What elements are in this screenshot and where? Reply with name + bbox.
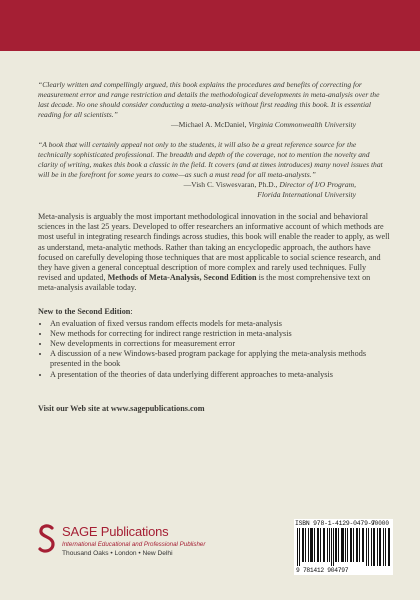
list-item: • New methods for correcting for indirect range restriction in meta-analysis <box>50 329 390 339</box>
isbn-barcode <box>294 519 393 575</box>
publisher-cities: Thousand Oaks • London • New Delhi <box>62 550 173 557</box>
review-attribution-2 <box>38 180 356 190</box>
review-quote-1: “Clearly written and compellingly argued, this book explains the procedures and benefits of correcting for measurement error and range restriction and details the methodological developments in meta-analysis over the last decade. No one should consider conducting a meta-analysis without first reading this book. It is essential reading for all scientists.” <box>38 80 380 119</box>
reviewer-role: Director of I/O Program, <box>279 180 356 189</box>
new-edition-heading: New to the Second Edition: <box>38 306 133 316</box>
sage-s-icon <box>38 524 56 554</box>
list-item: • New developments in corrections for measurement error <box>50 339 390 349</box>
reviewer-affiliation: Virginia Commonwealth University <box>248 120 356 129</box>
publisher-name: SAGE Publications <box>62 524 169 539</box>
addon-barcode-bars <box>371 528 391 566</box>
book-description <box>38 212 390 294</box>
website-link[interactable]: Visit our Web site at www.sagepublications.com <box>38 403 205 413</box>
description-text: Meta-analysis is arguably the most important methodological innovation in the social and behavioral sciences in the last 25 years. Developed to offer researchers an informative account of which methods are most useful in integrating research findings across studies, this book will enable the reader to apply, as well as understand, meta-analytic methods. Rather than taking an encyclopedic approach, the authors have focused on carefully developing those techniques that are most applicable to social science research, and they have given a general conceptual description of more complex and rarely used techniques. Fully revised and updated, <box>38 212 390 283</box>
barcode-bars <box>297 528 369 566</box>
review-attribution-2-affiliation <box>38 190 356 200</box>
description-text-end: is the most comprehensive text on meta-analysis available today. <box>38 273 371 293</box>
list-item: • A presentation of the theories of data underlying different approaches to meta-analysis <box>50 370 390 380</box>
book-title: Methods of Meta-Analysis, Second Edition <box>107 273 257 283</box>
review-attribution-1 <box>38 120 356 130</box>
price-code: 90000 <box>371 520 390 527</box>
reviewer-affiliation: Florida International University <box>257 190 356 199</box>
reviewer-name: —Michael A. McDaniel, <box>171 120 249 129</box>
publisher-logo <box>38 524 238 574</box>
top-color-band <box>0 0 420 51</box>
isbn-number: ISBN 978-1-4129-0479-7 <box>295 520 375 527</box>
list-item: • A discussion of a new Windows-based program package for applying the meta-analysis methods presented in the book <box>50 349 390 369</box>
review-quote-2: “A book that will certainly appeal not only to the students, it will also be a great reference source for the technically sophisticated professional. The breadth and depth of the coverage, not to mention the novelty and clarity of writing, makes this book a classic in the field. It covers (and at times introduces) many novel issues that will be in the forefront for some years to come—as such a must read for all meta-analysts.” <box>38 140 383 179</box>
back-cover-text <box>38 80 390 413</box>
ean-number: 9 781412 904797 <box>296 567 349 574</box>
publisher-tagline: International Educational and Professional Publisher <box>62 541 206 548</box>
reviewer-name: —Vish C. Viswesvaran, Ph.D., <box>183 180 280 189</box>
list-item: • An evaluation of fixed versus random effects models for meta-analysis <box>50 319 390 329</box>
new-edition-list <box>38 319 390 380</box>
